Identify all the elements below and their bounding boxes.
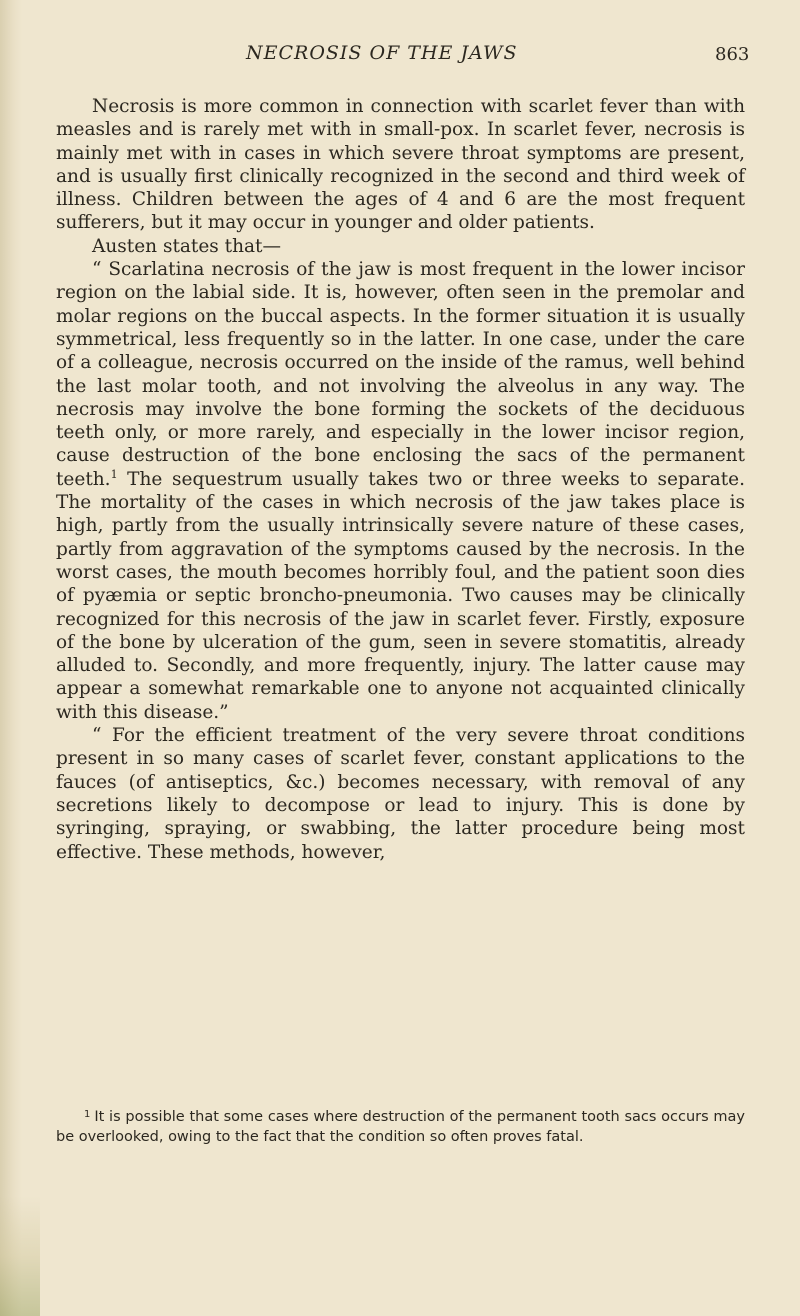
footnote-text: It is possible that some cases where destruction of the permanent tooth sacs occurs may be overlooked, owing to the fact that the condition so often proves fatal. xyxy=(56,1109,745,1145)
paragraph: Necrosis is more common in connection with scarlet fever than with measles and is rarely met with in small-pox. In scarlet fever, necrosis is mainly met with in cases in which severe throat symptoms are present, and is usually first clinically recognized in the second and third week of illness. Children between the ages of 4 and 6 are the most frequent sufferers, but it may occur in younger and older patients. xyxy=(56,96,745,234)
footnote-marker: 1 xyxy=(84,1109,91,1120)
body-text xyxy=(56,95,745,864)
page-edge-stain xyxy=(0,1196,40,1316)
page-number: 863 xyxy=(715,44,750,65)
quoted-paragraph: “ Scarlatina necrosis of the jaw is most frequent in the lower incisor region on the labial side. It is, however, often seen in the premolar and molar regions on the buccal aspects. In the former situation it is usually symmetrical, less frequently so in the latter. In one case, under the care of a colleague, necrosis occurred on the inside of the ramus, well behind the last molar tooth, and not involving the alveolus in any way. The necrosis may involve the bone forming the sockets of the deciduous teeth only, or more rarely, and especially in the lower incisor region, cause destruction of the bone enclosing the sacs of the permanent teeth.$^1$ The sequestrum usually takes two or three weeks to separate. The mortality of the cases in which necrosis of the jaw takes place is high, partly from the usually intrinsically severe nature of these cases, partly from aggravation of the symptoms caused by the necrosis. In the worst cases, the mouth becomes horribly foul, and the patient soon dies of pyæmia or septic broncho-pneumonia. Two causes may be clinically recognized for this necrosis of the jaw in scarlet fever. Firstly, exposure of the bone by ulceration of the gum, seen in severe stomatitis, already alluded to. Secondly, and more frequently, injury. The latter cause may appear a somewhat remarkable one to anyone not acquainted clinically with this disease.” xyxy=(56,259,745,723)
running-head-title: NECROSIS OF THE JAWS xyxy=(246,42,518,64)
quoted-paragraph: “ For the efficient treatment of the very severe throat conditions present in so many cases of scarlet fever, constant applications to the fauces (of antiseptics, &c.) becomes necessary, with removal of any secretions likely to decompose or lead to injury. This is done by syringing, spraying, or swabbing, the latter procedure being most effective. These methods, however, xyxy=(56,725,745,863)
paragraph: Austen states that— xyxy=(92,235,281,257)
page-binding-edge xyxy=(0,0,22,1316)
running-head xyxy=(0,42,800,82)
footnote xyxy=(56,1105,745,1147)
footnote-reference[interactable]: 1 xyxy=(110,467,118,481)
